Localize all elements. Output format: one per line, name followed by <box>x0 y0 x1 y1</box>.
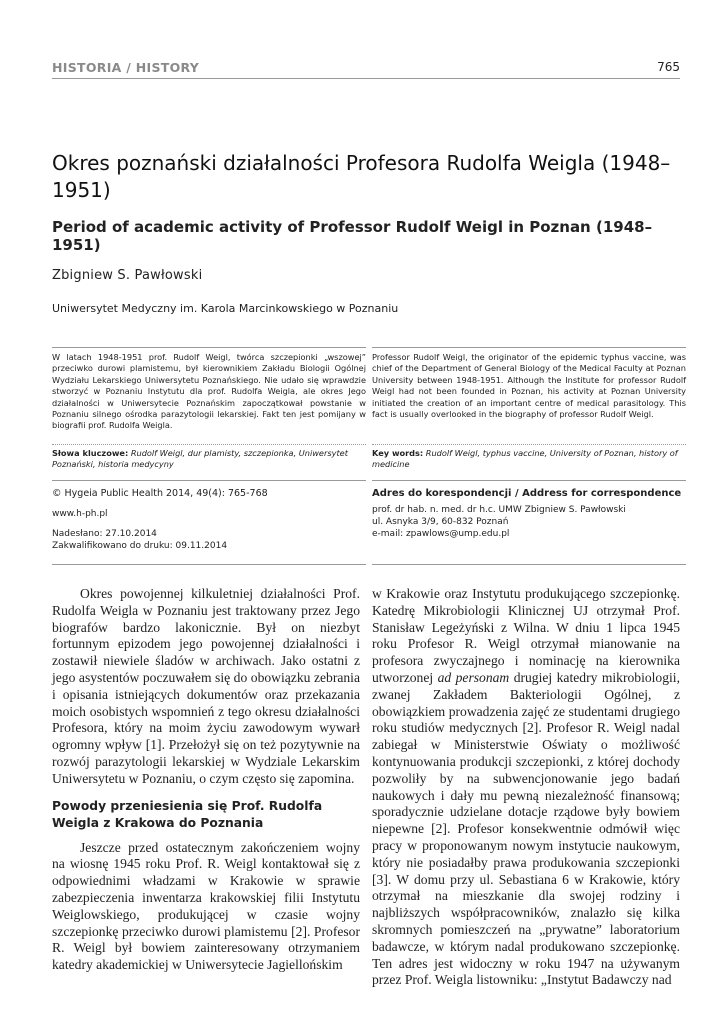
correspondence-street: ul. Asnyka 3/9, 60-832 Poznań <box>372 517 509 527</box>
abstract-polish: W latach 1948-1951 prof. Rudolf Weigl, twórca szczepionki „wszowej” przeciwko durowi plamistemu, był kierownikiem Zakładu Biologii Ogólnej Wydziału Lekarskiego Uniwersytetu Poznańskiego. Nie udało się wprawdzie stworzyć w Poznaniu Instytutu dla prof. Rudolfa Weigla, ale okres Jego działalności w Uniwersytecie Poznańskim zapoczątkował powstanie w Poznaniu silnego ośrodka parazytologii lekarskiej. Fakt ten jest pomijany w biografii prof. Rudolfa Weigla. <box>52 352 366 431</box>
abstract-top-rule-right <box>372 347 686 348</box>
keywords-label: Słowa kluczowe: <box>52 448 129 458</box>
body-text: w Krakowie oraz Instytutu produkującego szczepionkę. Katedrę Mikrobiologii Klinicznej UJ otrzymał Prof. Stanisław Legeżyński z Wilna. W dniu 1 lipca 1945 roku Profesor R. Weigl otrzymał mianowanie na profesora zwyczajnego i nominację na kierownika utworzonej <box>372 586 680 685</box>
submitted-date: Nadesłano: 27.10.2014 <box>52 529 157 539</box>
keywords-polish <box>52 448 366 471</box>
keywords-rule-left <box>52 444 366 445</box>
keywords-label: Key words: <box>372 448 424 458</box>
body-paragraph: Okres powojennej kilkuletniej działalności Prof. Rudolfa Weigla w Poznaniu jest traktowany przez Jego biografów bardzo lakonicznie. Był on niezbyt fortunnym epizodem jego powojennej działalności i zostawił niewiele śladów w archiwach. Jako ostatni z jego asystentów poczuwałem się do obowiązku zebrania i opisania istniejących dokumentów oraz przekazania moich osobistych wspomnień z tego okresu działalności Profesora, który na moim życiu zawodowym wywarł ogromny wpływ [1]. Przełożył się on też pozytywnie na rozwój parazytologii lekarskiej w Wydziale Lekarskim Uniwersytetu w Poznaniu, o czym często się zapomina. <box>52 586 360 786</box>
header-divider <box>52 78 680 79</box>
section-heading: Powody przeniesienia się Prof. Rudolfa Weigla z Krakowa do Poznania <box>52 798 323 830</box>
article-title-polish: Okres poznański działalności Profesora Rudolfa Weigla (1948–1951) <box>52 151 671 202</box>
body-text-italic: ad personam <box>437 669 510 685</box>
page-number: 765 <box>657 60 680 74</box>
body-text: drugiej katedry mikrobiologii, zwanej Zakładem Bakteriologii Ogólnej, z obowiązkiem prowadzenia zajęć ze studentami drugiego roku studiów medycznych [2]. Profesor R. Weigl nadal zabiegał w Ministerstwie Oświaty o możliwość kontynuowania produkcji szczepionki, z której dochody pozwoliły by na subwencjonowanie jego badań naukowych i dały mu pewną niezależność finansową; sporadycznie udzielane dotacje rządowe były bowiem niepewne [2]. Profesor konsekwentnie odmówił więc pracy w proponowanym nowym instytucie naukowym, który nie posiadałby prawa produkowania szczepionki [3]. W domu przy ul. Sebastiana 6 w Krakowie, który otrzymał na mieszkanie dla swojej rodziny i najbliższych współpracowników, znalazło się kilka skromnych pomieszczeń na „prywatne” laboratorium badawcze, w którym nadal produkowano szczepionkę. Ten adres jest widoczny w roku 1947 na używanym przez Prof. Weigla listowniku: „Instytut Badawczy nad <box>372 669 680 988</box>
keywords-rule-right <box>372 444 686 445</box>
info-top-rule-right <box>372 480 686 481</box>
abstract-english: Professor Rudolf Weigl, the originator of the epidemic typhus vaccine, was chief of the Department of General Biology of the Medical Faculty at Poznan University between 1948-1951. Although the Institute for professor Rudolf Weigl had not been founded in Poznan, his activity at Poznan University initiated the creation of an important centre of medical parasitology. This fact is usually overlooked in the biography of professor Rudolf Weigl. <box>372 352 686 420</box>
correspondence-email: e-mail: zpawlows@ump.edu.pl <box>372 529 510 539</box>
journal-website: www.h-ph.pl <box>52 509 108 519</box>
author-name: Zbigniew S. Pawłowski <box>52 268 203 283</box>
correspondence-name: prof. dr hab. n. med. dr h.c. UMW Zbigniew S. Pawłowski <box>372 505 626 515</box>
abstract-top-rule-left <box>52 347 366 348</box>
correspondence-info <box>372 488 686 539</box>
accepted-date: Zakwalifikowano do druku: 09.11.2014 <box>52 541 228 551</box>
keywords-text: Rudolf Weigl, dur plamisty, szczepionka, Uniwersytet Poznański, historia medycyny <box>52 448 348 470</box>
author-affiliation: Uniwersytet Medyczny im. Karola Marcinkowskiego w Poznaniu <box>52 302 399 315</box>
body-column-right <box>372 586 680 989</box>
article-title-english: Period of academic activity of Professor Rudolf Weigl in Poznan (1948–1951) <box>52 218 653 254</box>
info-bottom-rule-right <box>372 564 686 565</box>
body-column-left <box>52 586 360 974</box>
section-label: HISTORIA / HISTORY <box>52 60 200 75</box>
keywords-english <box>372 448 686 471</box>
correspondence-heading: Adres do korespondencji / Address for correspondence <box>372 488 682 499</box>
body-paragraph <box>372 586 680 989</box>
publication-info <box>52 488 366 551</box>
keywords-text: Rudolf Weigl, typhus vaccine, University of Poznan, history of medicine <box>372 448 678 470</box>
info-top-rule-left <box>52 480 366 481</box>
info-bottom-rule-left <box>52 564 366 565</box>
journal-citation: © Hygeia Public Health 2014, 49(4): 765-768 <box>52 488 268 499</box>
body-paragraph: Jeszcze przed ostatecznym zakończeniem wojny na wiosnę 1945 roku Prof. R. Weigl kontaktował się z odpowiednimi władzami w Krakowie w sprawie zabezpieczenia inwentarza krakowskiej filii Instytutu Weiglowskiego, produkującej w czasie wojny szczepionkę przeciwko durowi plamistemu [2]. Profesor R. Weigl był bowiem zainteresowany otrzymaniem katedry akademickiej w Uniwersytecie Jagiellońskim <box>52 839 360 973</box>
